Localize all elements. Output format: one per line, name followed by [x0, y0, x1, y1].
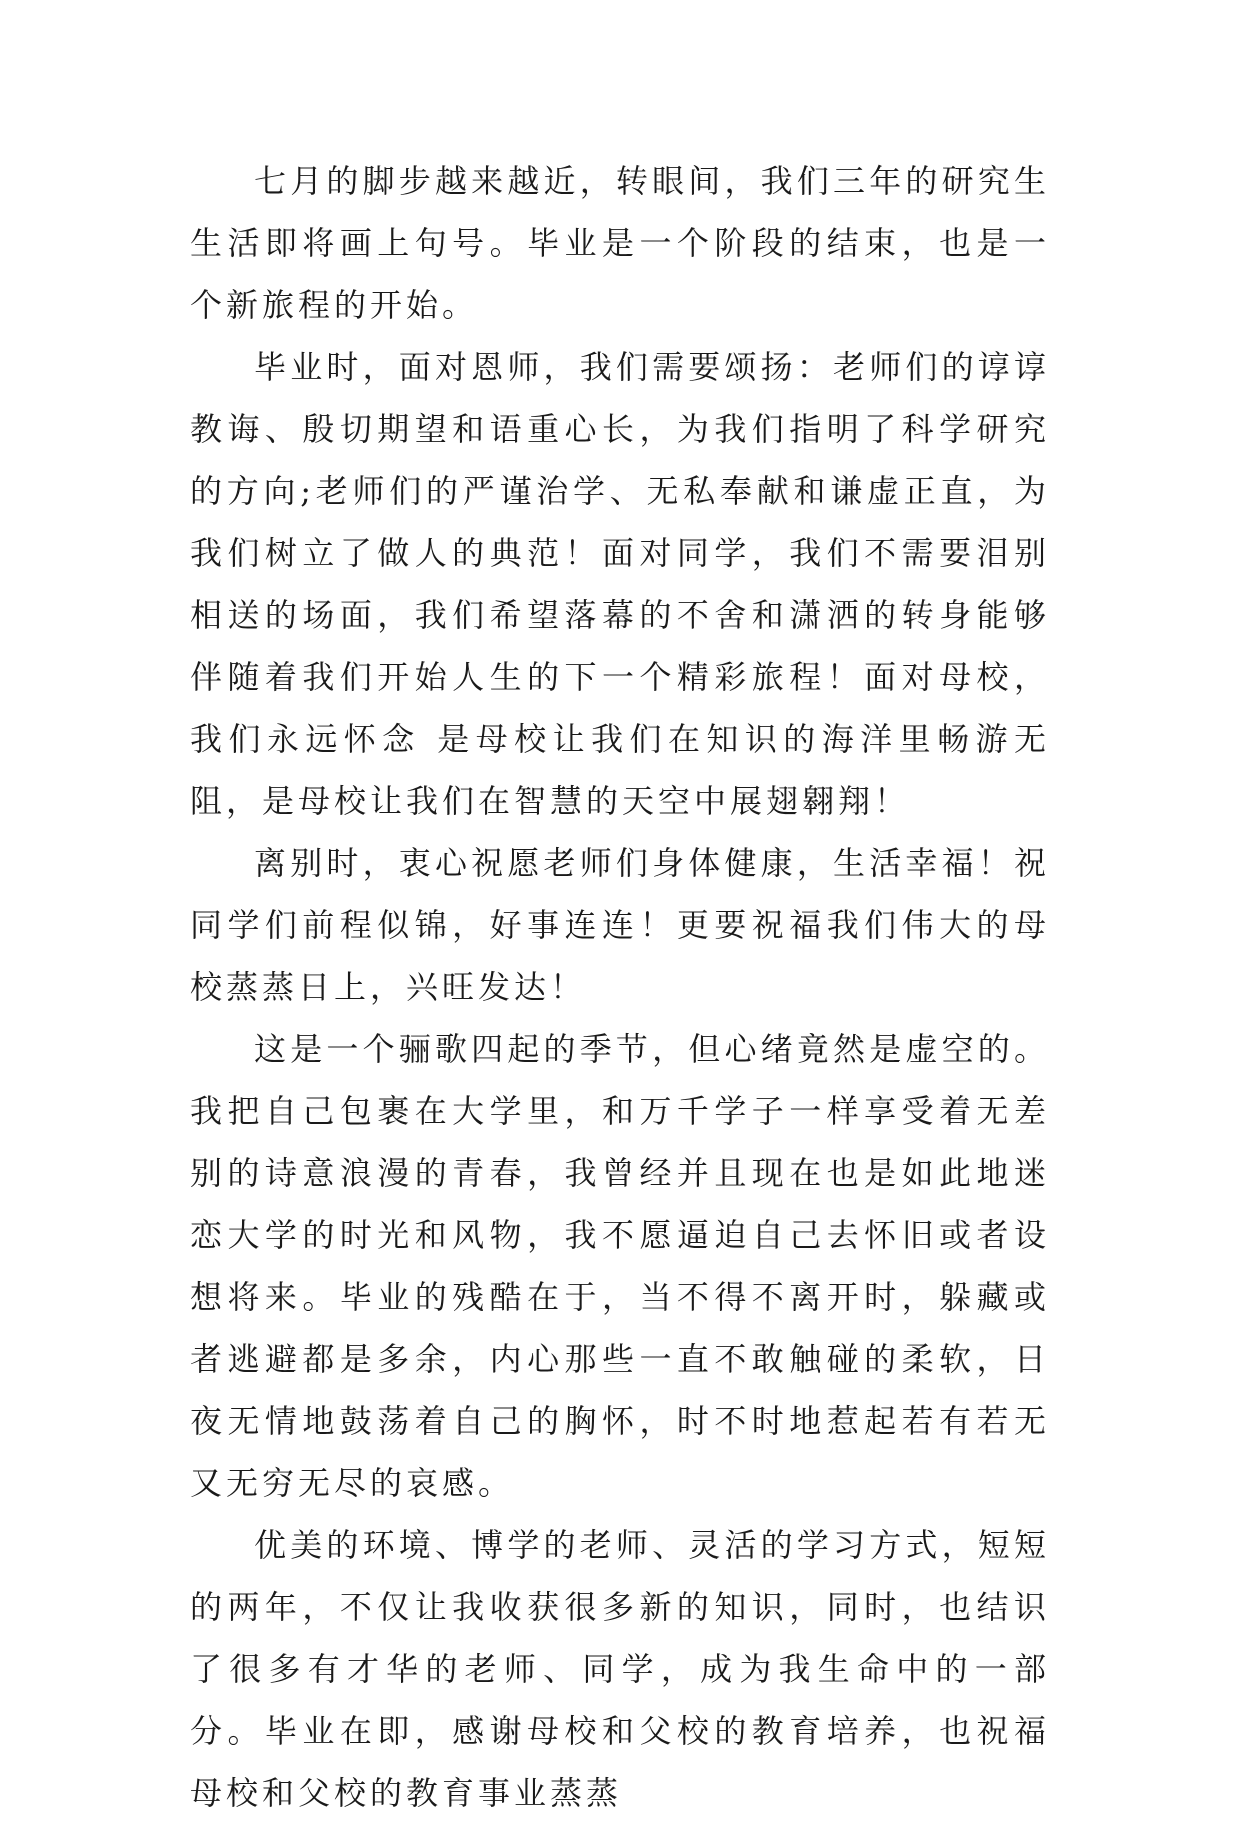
- paragraph-4: 这是一个骊歌四起的季节，但心绪竟然是虚空的。我把自己包裹在大学里，和万千学子一样享受着无差别的诗意浪漫的青春，我曾经并且现在也是如此地迷恋大学的时光和风物，我不愿逼迫自己去怀旧或者设想将来。毕业的残酷在于，当不得不离开时，躲藏或者逃避都是多余，内心那些一直不敢触碰的柔软，日夜无情地鼓荡着自己的胸怀，时不时地惹起若有若无又无穷无尽的哀感。: [190, 1030, 1050, 1502]
- paragraph-1: 七月的脚步越来越近，转眼间，我们三年的研究生生活即将画上句号。毕业是一个阶段的结束，也是一个新旅程的开始。: [190, 162, 1050, 324]
- paragraph-2: 毕业时，面对恩师，我们需要颂扬：老师们的谆谆教诲、殷切期望和语重心长，为我们指明了科学研究的方向;老师们的严谨治学、无私奉献和谦虚正直，为我们树立了做人的典范！面对同学，我们不需要泪别相送的场面，我们希望落幕的不舍和潇洒的转身能够伴随着我们开始人生的下一个精彩旅程！面对母校，我们永远怀念 是母校让我们在知识的海洋里畅游无阻，是母校让我们在智慧的天空中展翅翱翔！: [190, 348, 1050, 820]
- paragraph-5: 优美的环境、博学的老师、灵活的学习方式，短短的两年，不仅让我收获很多新的知识，同时，也结识了很多有才华的老师、同学，成为我生命中的一部分。毕业在即，感谢母校和父校的教育培养，也祝福母校和父校的教育事业蒸蒸: [190, 1526, 1050, 1812]
- paragraph-3: 离别时，衷心祝愿老师们身体健康，生活幸福！祝同学们前程似锦，好事连连！更要祝福我们伟大的母校蒸蒸日上，兴旺发达！: [190, 844, 1050, 1006]
- document-page: [190, 150, 1050, 1824]
